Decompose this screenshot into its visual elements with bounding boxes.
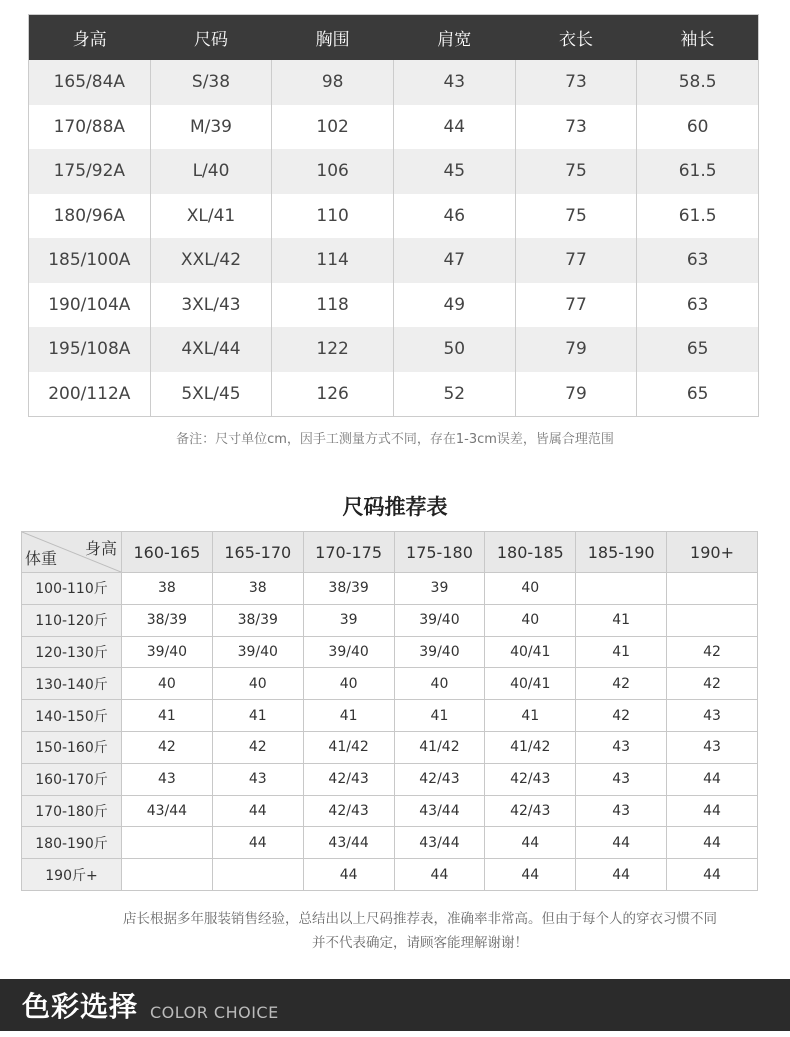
height-header: 160-165 <box>122 532 213 573</box>
size-chart-row <box>29 149 759 194</box>
recommend-cell: 44 <box>212 795 303 827</box>
color-choice-banner <box>0 979 790 1031</box>
recommend-cell: 39/40 <box>394 604 485 636</box>
size-chart-cell: 44 <box>393 105 515 150</box>
recommend-cell: 42/43 <box>303 763 394 795</box>
recommend-cell: 43/44 <box>303 827 394 859</box>
weight-label: 180-190斤 <box>22 827 122 859</box>
size-chart-cell: 50 <box>393 327 515 372</box>
size-chart-cell: 60 <box>637 105 759 150</box>
size-chart-row <box>29 194 759 239</box>
corner-height-label: 身高 <box>84 539 117 558</box>
recommend-cell: 40 <box>212 668 303 700</box>
size-chart-cell: 180/96A <box>29 194 151 239</box>
recommend-cell <box>667 604 758 636</box>
recommend-cell: 38 <box>122 573 213 605</box>
recommend-cell: 43/44 <box>394 795 485 827</box>
size-chart-cell: 63 <box>637 283 759 328</box>
height-header: 190+ <box>667 532 758 573</box>
recommend-footnote <box>60 907 780 955</box>
size-chart-cell: M/39 <box>150 105 272 150</box>
recommend-cell: 41 <box>212 700 303 732</box>
recommend-cell: 41/42 <box>303 731 394 763</box>
recommend-cell: 44 <box>576 859 667 891</box>
size-chart-cell: 73 <box>515 60 637 105</box>
height-header: 165-170 <box>212 532 303 573</box>
header-shoulder: 肩宽 <box>393 15 515 61</box>
size-chart-cell: 61.5 <box>637 194 759 239</box>
size-chart-cell: 75 <box>515 149 637 194</box>
size-chart-table <box>28 14 759 417</box>
recommend-cell: 41 <box>394 700 485 732</box>
recommend-cell: 42/43 <box>485 795 576 827</box>
recommend-row <box>22 763 758 795</box>
size-recommend-table <box>21 531 758 891</box>
size-chart-cell: 126 <box>272 372 394 417</box>
recommend-cell: 41/42 <box>394 731 485 763</box>
recommend-cell <box>212 859 303 891</box>
size-chart-cell: 65 <box>637 327 759 372</box>
weight-label: 190斤+ <box>22 859 122 891</box>
recommend-cell: 42 <box>667 668 758 700</box>
weight-label: 120-130斤 <box>22 636 122 668</box>
height-header: 170-175 <box>303 532 394 573</box>
size-chart-cell: 63 <box>637 238 759 283</box>
recommend-row <box>22 859 758 891</box>
size-chart-cell: S/38 <box>150 60 272 105</box>
recommend-cell <box>667 573 758 605</box>
size-chart-cell: 58.5 <box>637 60 759 105</box>
header-chest: 胸围 <box>272 15 394 61</box>
header-sleeve: 袖长 <box>637 15 759 61</box>
weight-label: 140-150斤 <box>22 700 122 732</box>
size-chart-cell: 79 <box>515 327 637 372</box>
size-chart-cell: 5XL/45 <box>150 372 272 417</box>
size-chart-cell: 170/88A <box>29 105 151 150</box>
recommend-cell: 44 <box>394 859 485 891</box>
size-chart-cell: XL/41 <box>150 194 272 239</box>
recommend-cell: 39 <box>394 573 485 605</box>
weight-label: 150-160斤 <box>22 731 122 763</box>
size-chart-cell: 200/112A <box>29 372 151 417</box>
recommend-cell: 43 <box>667 700 758 732</box>
recommend-cell: 43 <box>122 763 213 795</box>
header-size: 尺码 <box>150 15 272 61</box>
size-chart-row <box>29 327 759 372</box>
recommend-cell: 42/43 <box>303 795 394 827</box>
recommend-cell: 39/40 <box>303 636 394 668</box>
recommend-cell: 41 <box>303 700 394 732</box>
recommend-cell: 43 <box>667 731 758 763</box>
size-chart-cell: 102 <box>272 105 394 150</box>
recommend-header-row <box>22 532 758 573</box>
recommend-cell: 40 <box>394 668 485 700</box>
weight-label: 170-180斤 <box>22 795 122 827</box>
size-chart-cell: 77 <box>515 238 637 283</box>
recommend-cell: 44 <box>485 859 576 891</box>
size-chart-cell: 73 <box>515 105 637 150</box>
size-chart-cell: 4XL/44 <box>150 327 272 372</box>
recommend-cell: 41 <box>576 636 667 668</box>
recommend-cell: 40 <box>485 573 576 605</box>
size-chart-cell: 110 <box>272 194 394 239</box>
recommend-cell: 44 <box>667 827 758 859</box>
recommend-cell: 42 <box>667 636 758 668</box>
size-chart-cell: 122 <box>272 327 394 372</box>
recommend-row <box>22 700 758 732</box>
size-chart-cell: 118 <box>272 283 394 328</box>
recommend-cell: 42/43 <box>485 763 576 795</box>
height-header: 175-180 <box>394 532 485 573</box>
size-chart-cell: 77 <box>515 283 637 328</box>
size-chart-cell: 79 <box>515 372 637 417</box>
recommend-cell: 38 <box>212 573 303 605</box>
recommend-cell: 41 <box>122 700 213 732</box>
recommend-cell: 42 <box>576 700 667 732</box>
size-chart-cell: 65 <box>637 372 759 417</box>
size-chart-row <box>29 105 759 150</box>
height-header: 180-185 <box>485 532 576 573</box>
recommend-row <box>22 731 758 763</box>
recommend-cell: 41 <box>485 700 576 732</box>
size-chart-cell: 185/100A <box>29 238 151 283</box>
size-chart-row <box>29 283 759 328</box>
size-chart-header-row <box>29 15 759 61</box>
size-chart-cell: 175/92A <box>29 149 151 194</box>
recommend-cell: 40 <box>122 668 213 700</box>
size-chart-row <box>29 60 759 105</box>
height-header: 185-190 <box>576 532 667 573</box>
recommend-cell: 40/41 <box>485 636 576 668</box>
footnote-line-2: 并不代表确定，请顾客能理解谢谢！ <box>312 935 528 951</box>
banner-subtitle: COLOR CHOICE <box>150 1003 279 1022</box>
recommend-cell: 41/42 <box>485 731 576 763</box>
recommend-cell: 43/44 <box>394 827 485 859</box>
recommend-cell <box>576 573 667 605</box>
weight-label: 130-140斤 <box>22 668 122 700</box>
recommend-cell: 39/40 <box>212 636 303 668</box>
recommend-cell: 38/39 <box>303 573 394 605</box>
recommend-cell: 44 <box>485 827 576 859</box>
recommend-cell: 38/39 <box>122 604 213 636</box>
recommend-row <box>22 636 758 668</box>
recommend-cell: 42 <box>122 731 213 763</box>
size-chart-cell: 114 <box>272 238 394 283</box>
size-chart-cell: 45 <box>393 149 515 194</box>
size-chart-cell: XXL/42 <box>150 238 272 283</box>
recommend-cell: 43 <box>212 763 303 795</box>
recommend-cell: 39/40 <box>122 636 213 668</box>
recommend-cell: 39/40 <box>394 636 485 668</box>
recommend-cell: 44 <box>212 827 303 859</box>
recommend-cell: 42/43 <box>394 763 485 795</box>
recommend-cell: 44 <box>303 859 394 891</box>
size-chart-row <box>29 372 759 417</box>
recommend-cell: 43 <box>576 763 667 795</box>
size-chart-cell: 52 <box>393 372 515 417</box>
size-chart-cell: L/40 <box>150 149 272 194</box>
recommend-cell: 40 <box>485 604 576 636</box>
recommend-row <box>22 668 758 700</box>
recommend-title: 尺码推荐表 <box>342 495 448 519</box>
recommend-cell: 43 <box>576 731 667 763</box>
recommend-cell: 42 <box>576 668 667 700</box>
recommend-row <box>22 573 758 605</box>
corner-cell <box>22 532 122 573</box>
size-chart-cell: 195/108A <box>29 327 151 372</box>
recommend-cell: 44 <box>667 859 758 891</box>
size-chart-cell: 61.5 <box>637 149 759 194</box>
weight-label: 160-170斤 <box>22 763 122 795</box>
recommend-cell: 43 <box>576 795 667 827</box>
size-chart-cell: 106 <box>272 149 394 194</box>
recommend-cell: 44 <box>576 827 667 859</box>
recommend-cell: 39 <box>303 604 394 636</box>
size-chart-cell: 43 <box>393 60 515 105</box>
recommend-row <box>22 795 758 827</box>
size-chart-cell: 165/84A <box>29 60 151 105</box>
size-chart-cell: 3XL/43 <box>150 283 272 328</box>
recommend-cell <box>122 827 213 859</box>
recommend-row <box>22 827 758 859</box>
footnote-line-1: 店长根据多年服装销售经验，总结出以上尺码推荐表，准确率非常高。但由于每个人的穿衣习惯不同 <box>123 911 717 927</box>
recommend-cell: 44 <box>667 763 758 795</box>
size-chart-row <box>29 238 759 283</box>
recommend-cell: 43/44 <box>122 795 213 827</box>
measurement-note: 备注：尺寸单位cm，因手工测量方式不同，存在1-3cm误差，皆属合理范围 <box>176 432 614 447</box>
recommend-cell: 44 <box>667 795 758 827</box>
size-chart-cell: 75 <box>515 194 637 239</box>
banner-title: 色彩选择 <box>22 990 139 1023</box>
size-chart-cell: 46 <box>393 194 515 239</box>
size-chart-cell: 98 <box>272 60 394 105</box>
recommend-row <box>22 604 758 636</box>
size-chart-cell: 190/104A <box>29 283 151 328</box>
header-height: 身高 <box>29 15 151 61</box>
recommend-cell <box>122 859 213 891</box>
recommend-cell: 40/41 <box>485 668 576 700</box>
recommend-cell: 40 <box>303 668 394 700</box>
recommend-cell: 38/39 <box>212 604 303 636</box>
recommend-cell: 41 <box>576 604 667 636</box>
recommend-cell: 42 <box>212 731 303 763</box>
weight-label: 100-110斤 <box>22 573 122 605</box>
size-chart-cell: 49 <box>393 283 515 328</box>
corner-weight-label: 体重 <box>25 549 58 568</box>
header-length: 衣长 <box>515 15 637 61</box>
size-chart-cell: 47 <box>393 238 515 283</box>
weight-label: 110-120斤 <box>22 604 122 636</box>
